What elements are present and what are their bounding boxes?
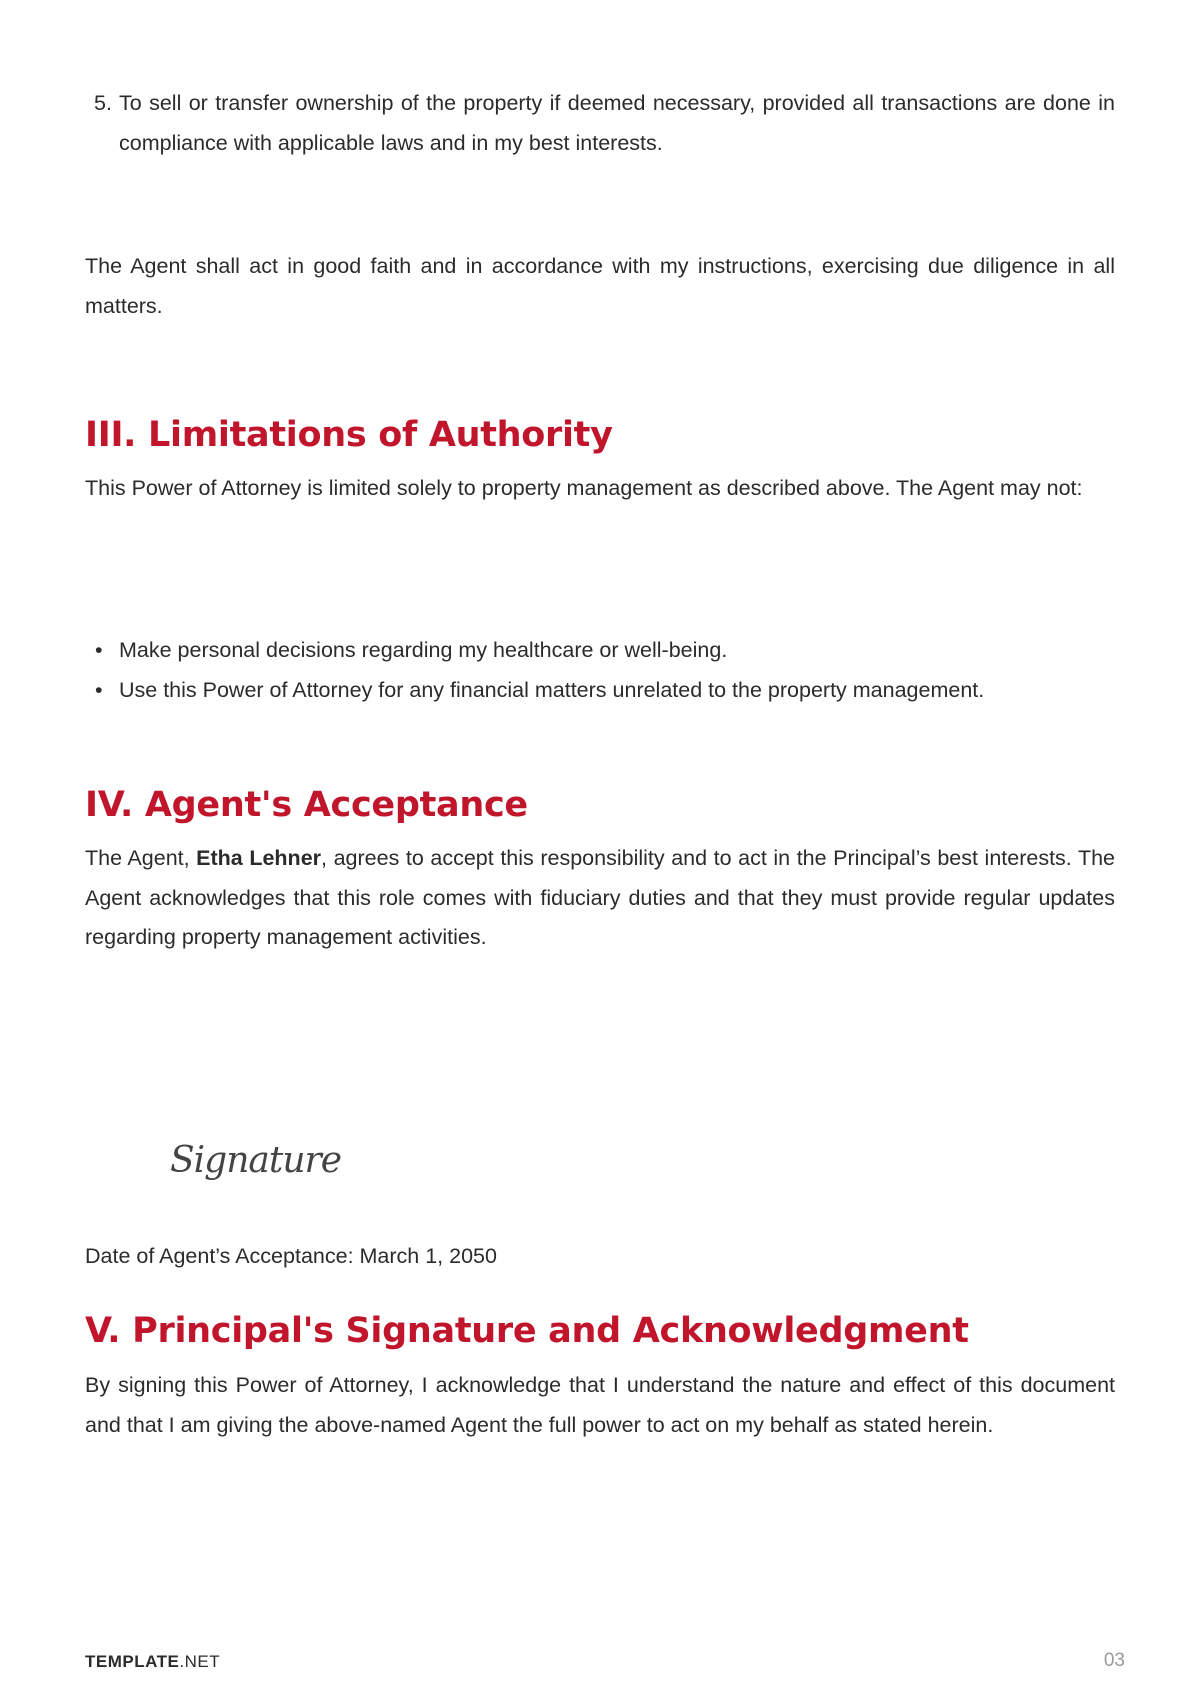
date-line: Date of Agent’s Acceptance: March 1, 2050 <box>85 1244 497 1268</box>
list-item <box>85 84 1115 163</box>
list-item-text: Use this Power of Attorney for any financial matters unrelated to the property management. <box>119 677 985 702</box>
acceptance-date <box>85 1237 1115 1277</box>
section-iii-body <box>85 469 1115 509</box>
list-item-text: Make personal decisions regarding my healthcare or well-being. <box>119 638 728 662</box>
agent-name: Etha Lehner <box>196 846 322 870</box>
paragraph: By signing this Power of Attorney, I acknowledge that I understand the nature and effect of this document and that I am giving the above-named Agent the full power to act on my behalf as stated herein. <box>85 1373 1115 1437</box>
section-heading: IV. Agent's Acceptance <box>85 785 528 825</box>
powers-list-continued <box>85 84 1115 163</box>
list-item <box>85 631 1115 671</box>
paragraph-text: , agrees to accept this responsibility and to act in the Principal’s best interests. The Agent acknowledges that this role comes with fiduciary duties and that they must provide regular updates regarding property management activities. <box>85 846 1116 949</box>
list-number: 5. <box>94 91 112 115</box>
brand-suffix: .NET <box>179 1652 221 1671</box>
limitations-list <box>85 631 1115 710</box>
section-v <box>85 1309 1115 1353</box>
paragraph <box>85 839 1115 958</box>
section-v-body <box>85 1366 1115 1445</box>
section-ii-closing <box>85 247 1115 326</box>
bullet: • <box>95 677 103 702</box>
page-number: 03 <box>1103 1650 1125 1671</box>
paragraph: This Power of Attorney is limited solely to property management as described above. The Agent may not: <box>85 476 1083 500</box>
list-item <box>85 671 1115 711</box>
paragraph-text: The Agent, <box>85 846 197 870</box>
section-iv-body <box>85 839 1115 958</box>
section-heading: III. Limitations of Authority <box>85 415 613 455</box>
bullet: • <box>95 638 103 662</box>
list-item-text: To sell or transfer ownership of the property if deemed necessary, provided all transactions are done in compliance with applicable laws and in my best interests. <box>119 91 1115 155</box>
brand-logo <box>85 1652 220 1672</box>
section-iv <box>85 783 1115 827</box>
paragraph: The Agent shall act in good faith and in accordance with my instructions, exercising due diligence in all matters. <box>85 254 1115 318</box>
section-heading: V. Principal's Signature and Acknowledgment <box>85 1311 969 1351</box>
agent-signature: Signature <box>170 1140 342 1181</box>
brand-bold: TEMPLATE <box>85 1652 180 1671</box>
section-iii <box>85 413 1115 457</box>
